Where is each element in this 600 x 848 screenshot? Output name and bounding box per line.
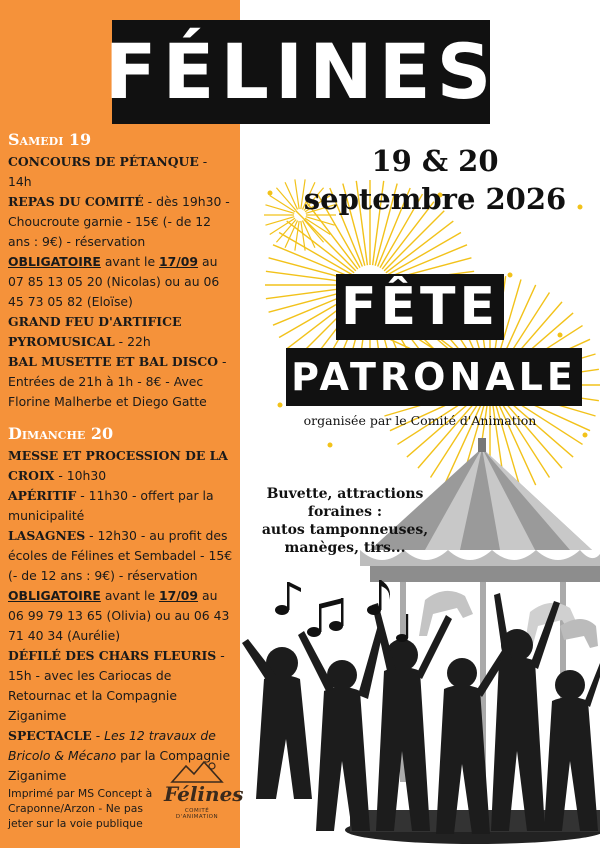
list-item: SPECTACLE - Les 12 travaux de Bricolo & Mécano par la Compagnie Ziganime — [8, 728, 231, 783]
sunday-schedule — [8, 424, 234, 786]
music-note-icon — [270, 570, 420, 660]
list-item: MESSE ET PROCESSION DE LA CROIX - 10h30 — [8, 448, 228, 483]
organizer-text: organisée par le Comité d'Animation — [303, 413, 537, 428]
dates-line-1: 19 & 20 — [371, 144, 499, 178]
list-item: OBLIGATOIRE avant le 17/09 au 06 99 79 13 65 (Olivia) ou au 06 43 71 40 34 (Aurélie) — [8, 588, 230, 643]
saturday-schedule — [8, 130, 234, 412]
list-item: REPAS DU COMITÉ - dès 19h30 - Choucroute garnie - 15€ (- de 12 ans : 9€) - réservation — [8, 194, 230, 249]
fete-title: FÊTE — [340, 277, 500, 337]
list-item: LASAGNES - 12h30 - au profit des écoles de Félines et Sembadel - 15€ (- de 12 ans : 9€) - réservation — [8, 528, 233, 583]
dates-line-2: septembre 2026 — [303, 182, 567, 216]
list-item: CONCOURS DE PÉTANQUE - 14h — [8, 154, 208, 189]
attractions-text: Buvette, attractions foraines : autos tamponneuses, manèges, tirs... — [261, 486, 429, 556]
list-item: APÉRITIF - 11h30 - offert par la municipalité — [8, 488, 214, 523]
logo-name: Félines — [164, 782, 244, 806]
page-title: FÉLINES — [104, 27, 498, 116]
list-item: DÉFILÉ DES CHARS FLEURIS - 15h - avec les Cariocas de Retournac et la Compagnie Ziganime — [8, 648, 225, 723]
printer-notice: Imprimé par MS Concept à Craponne/Arzon - Ne pas jeter sur la voie publique — [8, 787, 153, 830]
patronale-title: PATRONALE — [291, 355, 577, 399]
sunday-heading: Dimanche 20 — [8, 424, 114, 443]
comite-logo — [164, 760, 244, 822]
list-item: BAL MUSETTE ET BAL DISCO - Entrées de 21h à 1h - 8€ - Avec Florine Malherbe et Diego Gatte — [8, 354, 227, 409]
title-banner — [104, 20, 498, 124]
logo-subtitle: COMITÉ D'ANIMATION — [175, 808, 219, 820]
fete-banner — [336, 274, 504, 340]
event-dates — [270, 142, 600, 218]
list-item: OBLIGATOIRE avant le 17/09 au 07 85 13 05 20 (Nicolas) ou au 06 45 73 05 82 (Eloïse) — [8, 254, 220, 309]
list-item: GRAND FEU D'ARTIFICE PYROMUSICAL - 22h — [8, 314, 182, 349]
saturday-heading: Samedi 19 — [8, 130, 92, 149]
logo-mountain-icon — [172, 760, 222, 784]
patronale-banner — [286, 348, 582, 406]
